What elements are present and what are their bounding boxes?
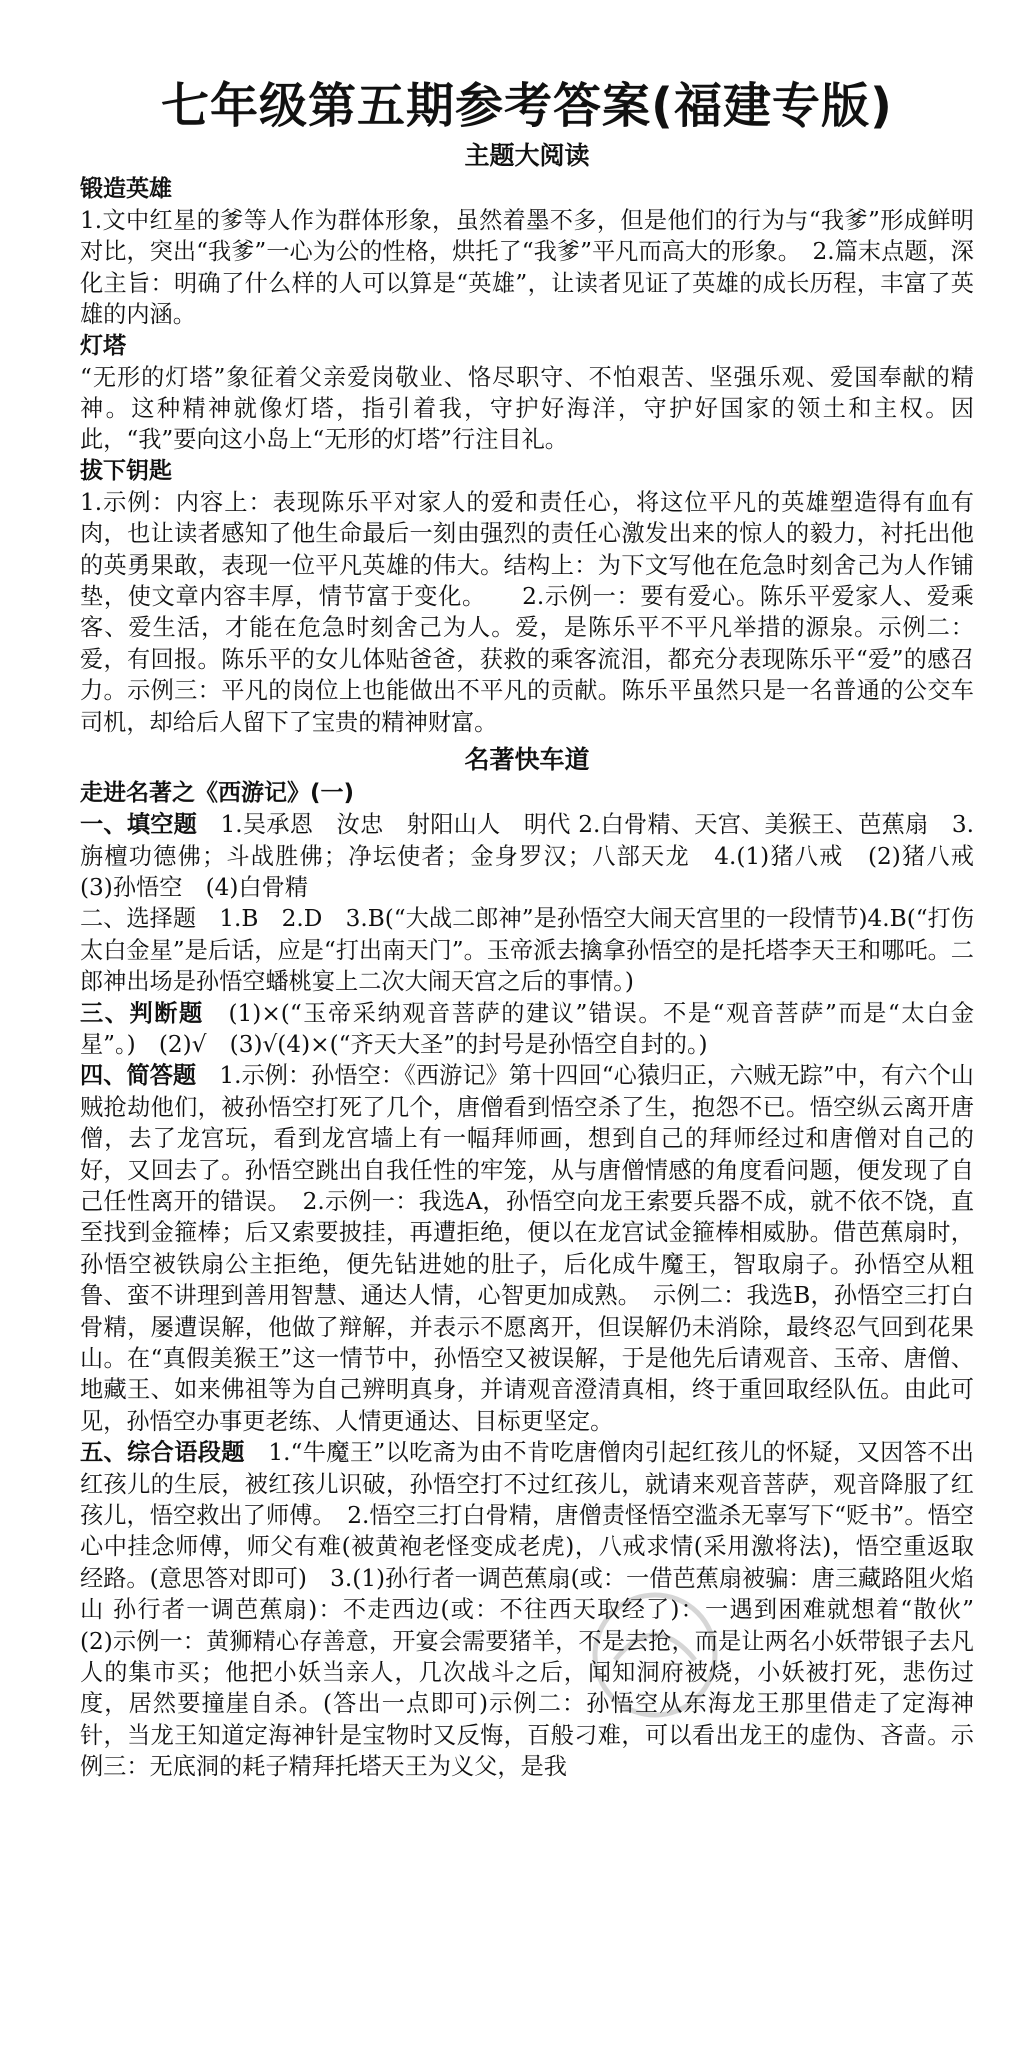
- question-part: [80, 1437, 998, 1782]
- question-part: [80, 903, 974, 997]
- article-title: 锻造英雄: [80, 176, 172, 202]
- question-answer: 1.吴承恩 汝忠 射阳山人 明代 2.白骨精、天宫、美猴王、芭蕉扇 3.旃檀功德佛；斗战胜佛；净坛使者；金身罗汉；八部天龙 4.(1)猪八戒 (2)猪八戒 (3)孙悟空 (4)白骨精: [80, 811, 998, 901]
- article-answer: 1.文中红星的爹等人作为群体形象，虽然着墨不多，但是他们的行为与“我爹”形成鲜明对比，突出“我爹”一心为公的性格，烘托了“我爹”平凡而高大的形象。 2.篇末点题，深化主旨：明确了什么样的人可以算是“英雄”，让读者见证了英雄的成长历程，丰富了英雄的内涵。: [80, 207, 974, 329]
- question-part: [80, 1060, 974, 1437]
- classics-intro: 走进名著之《西游记》(一): [80, 780, 355, 807]
- article-title: 灯塔: [80, 332, 126, 359]
- article-block: [80, 456, 974, 738]
- article-title: 拔下钥匙: [80, 457, 172, 484]
- article-answer: “无形的灯塔”象征着父亲爱岗敬业、恪尽职守、不怕艰苦、坚强乐观、爱国奉献的精神。这种精神就像灯塔，指引着我，守护好海洋，守护好国家的领土和主权。因此，“我”要向这小岛上“无形的灯塔”行注目礼。: [80, 363, 974, 454]
- question-label: 四、简答题: [80, 1062, 197, 1090]
- article-answer: 1.示例：内容上：表现陈乐平对家人的爱和责任心，将这位平凡的英雄塑造得有血有肉，也让读者感知了他生命最后一刻由强烈的责任心激发出来的惊人的毅力，衬托出他的英勇果敢，表现一位平凡英雄的伟大。结构上：为下文写他在危急时刻舍己为人作铺垫，使文章内容丰厚，情节富于变化。 2.示例一：要有爱心。陈乐平爱家人、爱乘客、爱生活，才能在危急时刻舍己为人。爱，是陈乐平不平凡举措的源泉。示例二：爱，有回报。陈乐平的女儿体贴爸爸，获救的乘客流泪，都充分表现陈乐平“爱”的感召力。示例三：平凡的岗位上也能做出不平凡的贡献。陈乐平虽然只是一名普通的公交车司机，却给后人留下了宝贵的精神财富。: [80, 488, 974, 736]
- question-label: 二、选择题: [80, 905, 197, 933]
- page-title: 七年级第五期参考答案(福建专版): [161, 78, 893, 134]
- question-label: 一、填空题: [80, 811, 198, 839]
- question-answer: (1)×(“玉帝采纳观音菩萨的建议”错误。不是“观音菩萨”而是“太白金星”。) (2)√ (3)√(4)×(“齐天大圣”的封号是孙悟空自封的。): [80, 999, 975, 1058]
- question-answer: 1.示例：孙悟空：《西游记》第十四回“心猿归正，六贼无踪”中，有六个山贼抢劫他们，被孙悟空打死了几个，唐僧看到悟空杀了生，抱怨不已。悟空纵云离开唐僧，去了龙宫玩，看到龙宫墙上有一幅拜师画，想到自己的拜师经过和唐僧对自己的好，又回去了。孙悟空跳出自我任性的牢笼，从与唐僧情感的角度看问题，便发现了自己任性离开的错误。 2.示例一：我选A，孙悟空向龙王索要兵器不成，就不依不饶，直至找到金箍棒；后又索要披挂，再遭拒绝，便以在龙宫试金箍棒相威胁。借芭蕉扇时，孙悟空被铁扇公主拒绝，便先钻进她的肚子，后化成牛魔王，智取扇子。孙悟空从粗鲁、蛮不讲理到善用智慧、通达人情，心智更加成熟。 示例二：我选B，孙悟空三打白骨精，屡遭误解，他做了辩解，并表示不愿离开，但误解仍未消除，最终忍气回到花果山。在“真假美猴王”这一情节中，孙悟空又被误解，于是他先后请观音、玉帝、唐僧、地藏王、如来佛祖等为自己辨明真身，并请观音澄清真相，终于重回取经队伍。由此可见，孙悟空办事更老练、人情更通达、目标更坚定。: [80, 1062, 974, 1435]
- question-label: 三、判断题: [80, 999, 204, 1027]
- question-answer: 1.“牛魔王”以吃斋为由不肯吃唐僧肉引起红孩儿的怀疑，又因答不出红孩儿的生辰，被红孩儿识破，孙悟空打不过红孩儿，就请来观音菩萨，观音降服了红孩儿，悟空救出了师傅。 2.悟空三打白骨精，唐僧责怪悟空滥杀无辜写下“贬书”。悟空心中挂念师傅，师父有难(被黄袍老怪变成老虎)，八戒求情(采用激将法)，悟空重返取经路。(意思答对即可) 3.(1)孙行者一调芭蕉扇(或：一借芭蕉扇被骗：唐三藏路阻火焰山 孙行者一调芭蕉扇)：不走西边(或：不往西天取经了)：一遇到困难就想着“散伙” (2)示例一：黄狮精心存善意，开宴会需要猪羊，不是去抢，而是让两名小妖带银子去凡人的集市买；他把小妖当亲人，几次战斗之后，闻知洞府被烧，小妖被打死，悲伤过度，居然要撞崖自杀。(答出一点即可)示例二：孙悟空从东海龙王那里借走了定海神针，当龙王知道定海神针是宝物时又反悔，百般刁难，可以看出龙王的虚伪、吝啬。示例三：无底洞的耗子精拜托塔天王为义父，是我: [80, 1439, 998, 1781]
- question-part: [80, 998, 974, 1061]
- section-heading-classics: 名著快车道: [464, 745, 590, 775]
- section-heading-reading: 主题大阅读: [464, 141, 590, 170]
- article-block: [80, 174, 974, 331]
- question-part: [80, 809, 998, 903]
- question-label: 五、综合语段题: [80, 1439, 245, 1467]
- question-answer: 1.B 2.D 3.B(“大战二郎神”是孙悟空大闹天宫里的一段情节)4.B(“打伤太白金星”是后话，应是“打出南天门”。玉帝派去擒拿孙悟空的是托塔李天王和哪吒。二郎神出场是孙悟空蟠桃宴上二次大闹天宫之后的事情。): [80, 905, 975, 996]
- article-block: [80, 331, 974, 456]
